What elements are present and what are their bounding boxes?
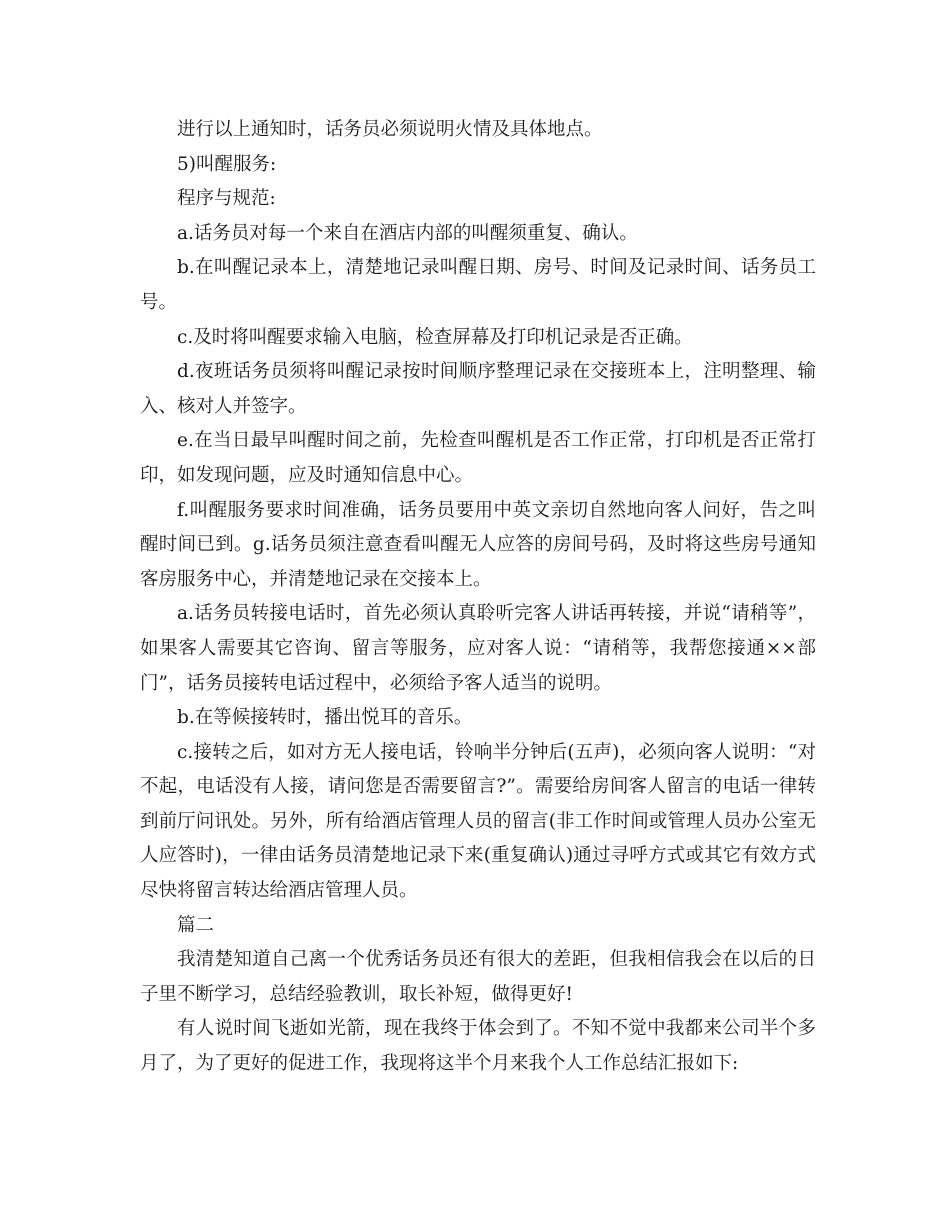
paragraph-fire-notice: 进行以上通知时，话务员必须说明火情及具体地点。 <box>177 119 603 140</box>
paragraph-item-c: c.及时将叫醒要求输入电脑，检查屏幕及打印机记录是否正确。 <box>177 326 693 348</box>
paragraph-item-e: e.在当日最早叫醒时间之前，先检查叫醒机是否工作正常，打印机是否正常打印，如发现问题，应及时通知信息中心。 <box>140 430 816 486</box>
paragraph-work-summary: 有人说时间飞逝如光箭，现在我终于体会到了。不知不觉中我都来公司半个多月了，为了更好的促进工作，我现将这半个月来我个人工作总结汇报如下: <box>140 1018 816 1075</box>
subheading-procedure: 程序与规范: <box>177 188 276 210</box>
paragraph-item-b: b.在叫醒记录本上，清楚地记录叫醒日期、房号、时间及记录时间、话务员工号。 <box>140 257 816 313</box>
document-body <box>140 113 816 1082</box>
paragraph-transfer-c: c.接转之后，如对方无人接电话，铃响半分钟后(五声)，必须向客人说明：“对不起，电话没有人接，请问您是否需要留言?”。需要给房间客人留言的电话一律转到前厅问讯处。另外，所有给酒店管理人员的留言(非工作时间或管理人员办公室无人应答时)，一律由话务员清楚地记录下来(重复确认)通过寻呼方式或其它有效方式尽快将留言转达给酒店管理人员。 <box>140 741 816 902</box>
paragraph-item-f-g: f.叫醒服务要求时间准确，话务员要用中英文亲切自然地向客人问好，告之叫醒时间已到。g.话务员须注意查看叫醒无人应答的房间号码，及时将这些房号通知客房服务中心，并清楚地记录在交接本上。 <box>140 499 816 590</box>
paragraph-self-reflection: 我清楚知道自己离一个优秀话务员还有很大的差距，但我相信我会在以后的日子里不断学习，总结经验教训，取长补短，做得更好! <box>140 949 816 1005</box>
paragraph-transfer-b: b.在等候接转时，播出悦耳的音乐。 <box>177 707 473 729</box>
section-heading-part-two: 篇二 <box>177 914 215 936</box>
section-heading-wakeup: 5)叫醒服务: <box>177 153 277 175</box>
paragraph-item-a: a.话务员对每一个来自在酒店内部的叫醒须重复、确认。 <box>177 222 638 244</box>
paragraph-transfer-a: a.话务员转接电话时，首先必须认真聆听完客人讲话再转接，并说“请稍等”，如果客人需要其它咨询、留言等服务，应对客人说：“请稍等，我帮您接通××部门”，话务员接转电话过程中，必须给予客人适当的说明。 <box>140 603 816 694</box>
paragraph-item-d: d.夜班话务员须将叫醒记录按时间顺序整理记录在交接班本上，注明整理、输入、核对人并签字。 <box>140 361 816 417</box>
